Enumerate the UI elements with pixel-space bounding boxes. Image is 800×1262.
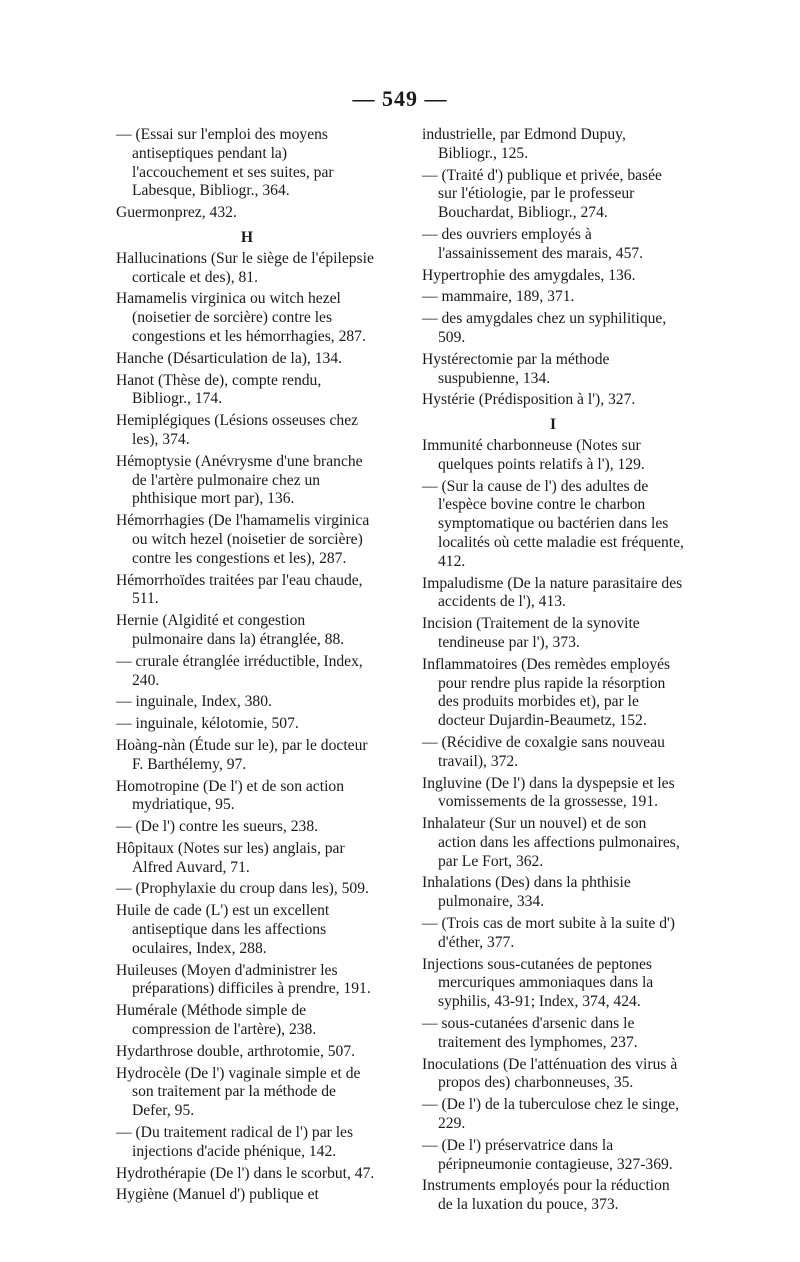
index-entry: — (Trois cas de mort subite à la suite d') d'éther, 377.: [422, 915, 675, 951]
index-entry: — sous-cutanées d'arsenic dans le traitement des lymphomes, 237.: [422, 1015, 638, 1051]
index-entry: Hamamelis virginica ou witch hezel (noisetier de sorcière) contre les congestions et les hémorrhagies, 287.: [116, 290, 366, 345]
index-entry: Inflammatoires (Des remèdes employés pour rendre plus rapide la résorption des produits morbides et), par le docteur Dujardin-Beaumetz, 152.: [422, 655, 671, 730]
index-entry: Hanot (Thèse de), compte rendu, Bibliogr., 174.: [116, 371, 322, 408]
index-entry: Huileuses (Moyen d'administrer les préparations) difficiles à prendre, 191.: [116, 961, 371, 998]
left-column: [116, 126, 378, 1208]
index-entry: Hémorrhoïdes traitées par l'eau chaude, 511.: [116, 571, 363, 608]
index-entry: — des amygdales chez un syphilitique, 509.: [422, 310, 667, 346]
index-entry: Hystérectomie par la méthode suspubienne, 134.: [422, 350, 610, 387]
index-entry: — (Traité d') publique et privée, basée sur l'étiologie, par le professeur Bouchardat, Bibliogr., 274.: [422, 166, 662, 222]
index-entry: Inhalations (Des) dans la phthisie pulmonaire, 334.: [422, 874, 631, 911]
index-entry: Hémorrhagies (De l'hamamelis virginica ou witch hezel (noisetier de sorcière) contre les congestions et les), 287.: [116, 512, 370, 567]
index-entry: Inhalateur (Sur un nouvel) et de son action dans les affections pulmonaires, par Le Fort, 362.: [422, 815, 680, 870]
index-entry: Hydrocèle (De l') vaginale simple et de son traitement par la méthode de Defer, 95.: [116, 1064, 361, 1120]
index-entry: — crurale étranglée irréductible, Index, 240.: [116, 652, 363, 689]
index-entry: Hôpitaux (Notes sur les) anglais, par Alfred Auvard, 71.: [116, 839, 345, 876]
index-entry: — (Essai sur l'emploi des moyens antiseptiques pendant la) l'accouchement et ses suites, par Labesque, Bibliogr., 364.: [116, 126, 334, 200]
index-entry: Homotropine (De l') et de son action mydriatique, 95.: [116, 777, 344, 814]
index-entry: Humérale (Méthode simple de compression de l'artère), 238.: [116, 1002, 317, 1039]
index-entry: — (De l') de la tuberculose chez le singe, 229.: [422, 1096, 679, 1133]
index-entry: — inguinale, kélotomie, 507.: [116, 715, 299, 733]
index-entry: Injections sous-cutanées de peptones mercuriques ammoniaques dans la syphilis, 43-91; Index, 374, 424.: [422, 955, 654, 1011]
index-entry: — (Prophylaxie du croup dans les), 509.: [116, 880, 369, 898]
index-entry: — (Récidive de coxalgie sans nouveau travail), 372.: [422, 733, 665, 770]
index-entry: Hemiplégiques (Lésions osseuses chez les), 374.: [116, 412, 359, 448]
index-entry: — (Sur la cause de l') des adultes de l'espèce bovine contre le charbon symptomatique ou bactérien dans les localités où cette maladie est fréquente, 412.: [422, 477, 684, 570]
index-entry: Inoculations (De l'atténuation des virus à propos des) charbonneuses, 35.: [422, 1055, 678, 1092]
index-entry: Ingluvine (De l') dans la dyspepsie et les vomissements de la grossesse, 191.: [422, 774, 675, 811]
index-entry: — (Du traitement radical de l') par les injections d'acide phénique, 142.: [116, 1124, 354, 1160]
section-letter: I: [549, 416, 557, 434]
index-entry: Hystérie (Prédisposition à l'), 327.: [422, 391, 636, 409]
index-entry: Hanche (Désarticulation de la), 134.: [116, 349, 343, 367]
index-entry: Hydrothérapie (De l') dans le scorbut, 47.: [116, 1164, 375, 1182]
index-entry: — inguinale, Index, 380.: [116, 693, 272, 711]
index-entry: Hoàng-nàn (Étude sur le), par le docteur F. Barthélemy, 97.: [116, 736, 368, 773]
index-entry: Hydarthrose double, arthrotomie, 507.: [116, 1042, 356, 1060]
index-entry: Immunité charbonneuse (Notes sur quelques points relatifs à l'), 129.: [422, 436, 645, 473]
page-number: — 549 —: [352, 86, 448, 111]
right-column: [422, 126, 684, 1218]
index-entry: Hygiène (Manuel d') publique et: [116, 1186, 319, 1204]
index-entry: Incision (Traitement de la synovite tendineuse par l'), 373.: [422, 615, 640, 651]
index-entry: — (De l') contre les sueurs, 238.: [116, 818, 319, 836]
index-entry: — mammaire, 189, 371.: [422, 288, 575, 306]
index-entry: Guermonprez, 432.: [116, 204, 237, 222]
index-entry: — des ouvriers employés à l'assainissement des marais, 457.: [422, 225, 644, 262]
index-entry: — (De l') préservatrice dans la péripneumonie contagieuse, 327-369.: [422, 1136, 673, 1173]
section-letter: H: [240, 228, 254, 246]
index-entry: Hypertrophie des amygdales, 136.: [422, 266, 636, 284]
index-entry: Hémoptysie (Anévrysme d'une branche de l'artère pulmonaire chez un phthisique mort par), 136.: [116, 452, 363, 508]
index-entry: Impaludisme (De la nature parasitaire des accidents de l'), 413.: [422, 574, 683, 611]
index-entry: Instruments employés pour la réduction de la luxation du pouce, 373.: [422, 1177, 670, 1214]
index-entry: Hernie (Algidité et congestion pulmonaire dans la) étranglée, 88.: [116, 612, 345, 648]
index-entry: Huile de cade (L') est un excellent antiseptique dans les affections oculaires, Index, 288.: [116, 902, 330, 957]
index-entry: Hallucinations (Sur le siège de l'épilepsie corticale et des), 81.: [116, 249, 374, 286]
index-entry: industrielle, par Edmond Dupuy, Bibliogr., 125.: [422, 126, 626, 162]
